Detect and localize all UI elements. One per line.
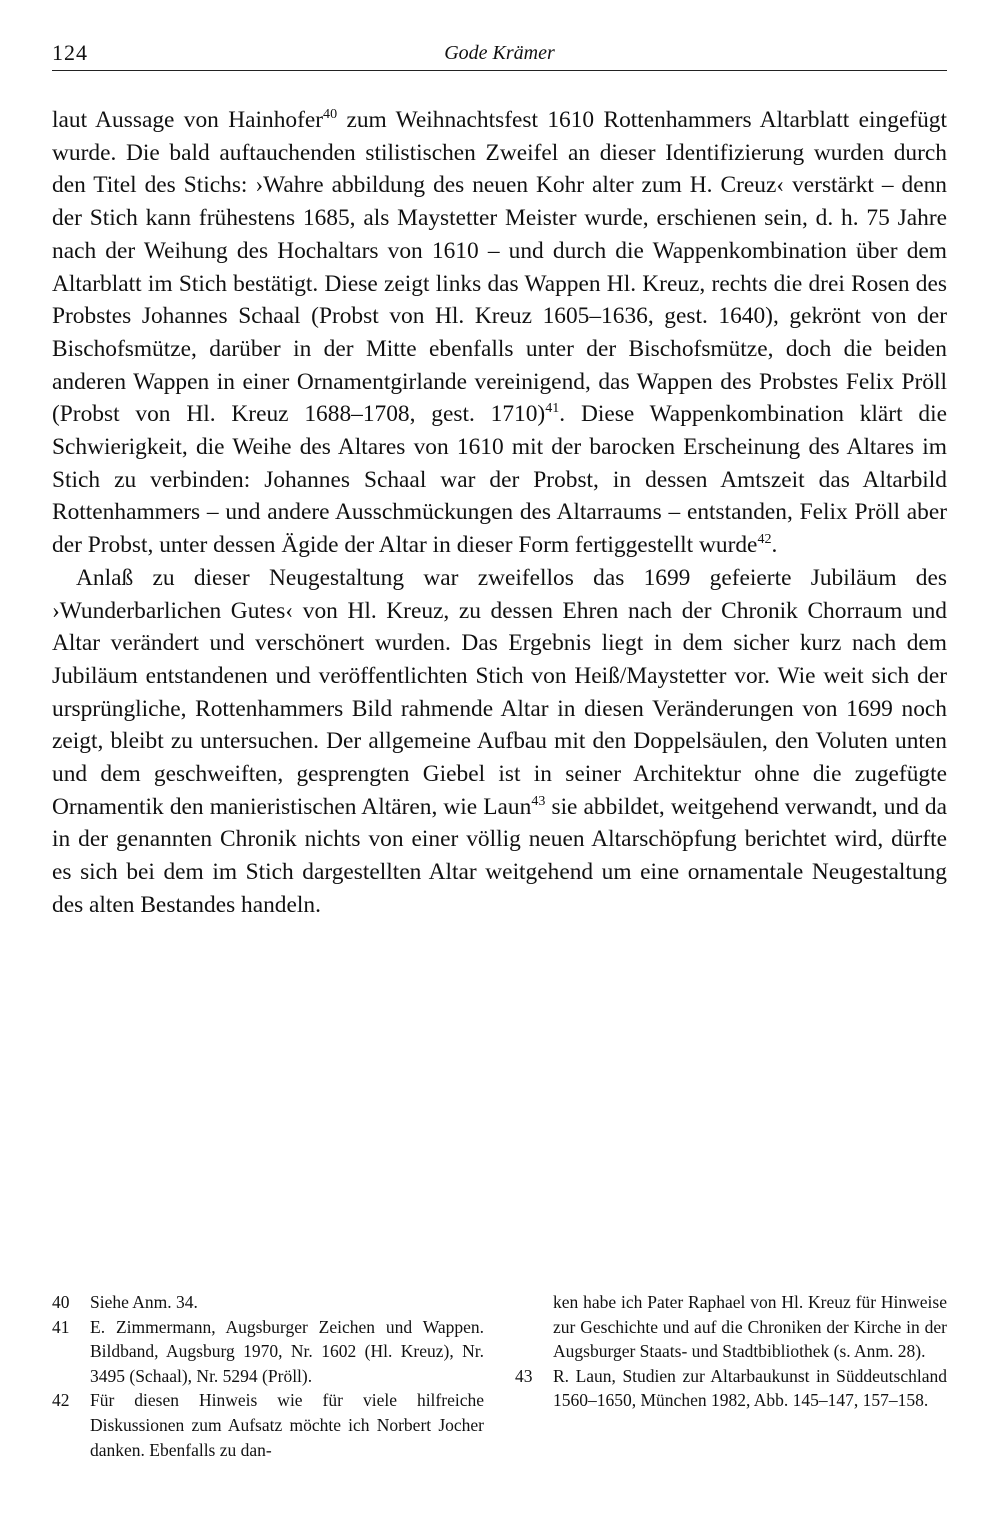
footnote-40 [52,1290,484,1315]
text-run: laut Aussage von Hainhofer [52,107,324,133]
footnote-42 [52,1388,484,1462]
footnote-ref-41: 41 [545,400,560,417]
footnote-text: Für diesen Hinweis wie für viele hilfreiche Diskussionen zum Aufsatz möchte ich Norbert Jocher danken. Ebenfalls zu dan- [90,1390,484,1460]
footnote-text: Siehe Anm. 34. [90,1292,198,1312]
text-run: . [771,532,778,559]
text-run: . Diese Wappenkombination klärt die Schwierigkeit, die Weihe des Altares von 1610 mit der barocken Erscheinung des Altares im Stich zu verbinden: Johannes Schaal war der Probst, in dessen Amtszeit das Altarbild Rottenhammers – und andere Ausschmückungen des Altarraums – entstanden, Felix Pröll aber der Probst, unter dessen Ägide der Altar in dieser Form fertiggestellt wurde [52,401,947,559]
footnote-42-continuation: ken habe ich Pater Raphael von Hl. Kreuz für Hinweise zur Geschichte und auf die Chroniken der Kirche in der Augsburger Staats- und Stadtbibliothek (s. Anm. 28). [553,1292,947,1362]
footnote-text: R. Laun, Studien zur Altarbaukunst in Süddeutschland 1560–1650, München 1982, Abb. 145–147, 157–158. [553,1365,947,1411]
footnote-column-left [52,1290,484,1462]
footnote-43 [515,1364,947,1413]
footnote-number: 42 [52,1390,70,1411]
footnote-column-right [515,1290,947,1413]
body-text [52,104,947,922]
footnote-ref-42: 42 [757,531,772,548]
page-header [52,40,947,71]
page-number: 124 [52,40,88,65]
footnote-ref-40: 40 [323,105,338,122]
footnote-41 [52,1315,484,1389]
footnote-number: 40 [52,1292,70,1312]
text-run: sie abbildet, weitgehend verwandt, und da in der genannten Chronik nichts von einer völlig neuen Altarschöpfung berichtet wird, dürfte es sich bei dem im Stich dargestellten Altar weitgehend um eine ornamentale Neugestaltung des alten Bestandes handeln. [52,793,947,918]
footnotes [52,1290,947,1520]
footnote-number: 41 [52,1316,70,1337]
paragraph-2 [52,562,947,922]
running-head: Gode Krämer [444,42,555,64]
footnote-ref-43: 43 [531,792,546,809]
footnote-number: 43 [515,1365,533,1386]
text-run: Anlaß zu dieser Neugestaltung war zweifellos das 1699 gefeierte Jubiläum des ›Wunderbarlichen Gutes‹ von Hl. Kreuz, zu dessen Ehren nach der Chronik Chorraum und Altar verändert und verschönert wurden. Das Ergebnis liegt in dem sicher kurz nach dem Jubiläum entstandenen und veröffentlichten Stich von Heiß/Maystetter vor. Wie weit sich der ursprüngliche, Rottenhammers Bild rahmende Altar in diesen Veränderungen von 1699 noch zeigt, bleibt zu untersuchen. Der allgemeine Aufbau mit den Doppelsäulen, den Voluten unten und dem geschweiften, gesprengten Giebel ist in seiner Architektur ohne die zugefügte Ornamentik den manieristischen Altären, wie Laun [52,564,947,820]
footnote-text: E. Zimmermann, Augsburger Zeichen und Wappen. Bildband, Augsburg 1970, Nr. 1602 (Hl. Kreuz), Nr. 3495 (Schaal), Nr. 5294 (Pröll). [90,1316,484,1386]
text-run: zum Weihnachtsfest 1610 Rottenhammers Altarblatt eingefügt wurde. Die bald auftauchenden stilistischen Zweifel an dieser Identifizierung wurden durch den Titel des Stichs: ›Wahre abbildung des neuen Kohr alter zum H. Creuz‹ verstärkt – denn der Stich kann frühestens 1685, als Maystetter Meister wurde, erschienen sein, d. h. 75 Jahre nach der Weihung des Hochaltars von 1610 – und durch die Wappenkombination über dem Altarblatt im Stich bestätigt. Diese zeigt links das Wappen Hl. Kreuz, rechts die drei Rosen des Probstes Johannes Schaal (Probst von Hl. Kreuz 1605–1636, gest. 1640), gekrönt von der Bischofsmütze, darüber in der Mitte ebenfalls unter der Bischofsmütze, doch die beiden anderen Wappen in einer Ornamentgirlande vereinigend, das Wappen des Probstes Felix Pröll (Probst von Hl. Kreuz 1688–1708, gest. 1710) [52,107,948,428]
paragraph-1 [52,104,947,562]
